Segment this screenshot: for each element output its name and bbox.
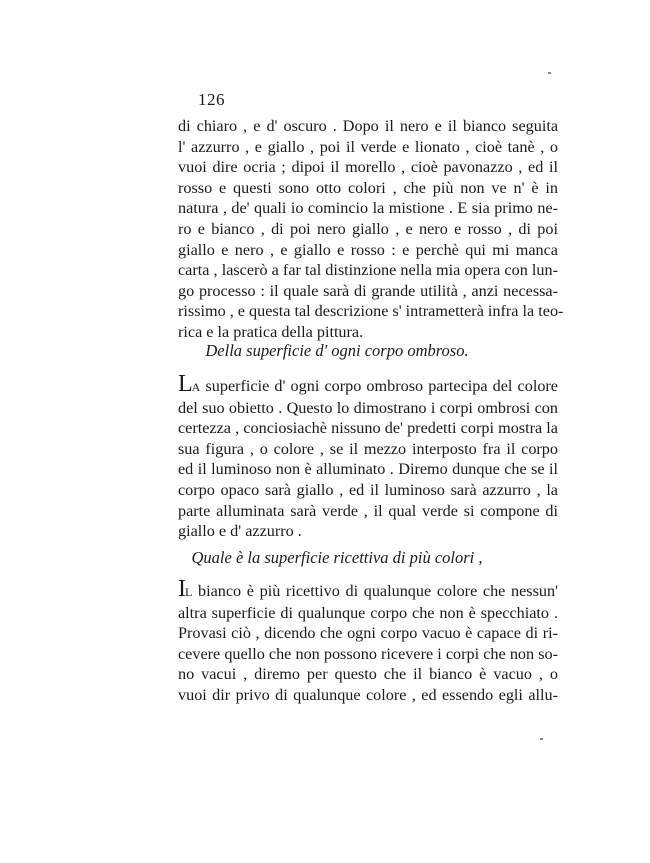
text-line: parte alluminata sarà verde , il qual verde si compone di [178, 501, 558, 520]
text-line: giallo e nero , e giallo e rosso : e perchè qui mi manca [178, 240, 558, 259]
drop-cap: I [178, 576, 186, 602]
page-number: 126 [198, 90, 225, 109]
text-line-first [178, 576, 558, 603]
section-heading-2: Quale è la superficie ricettiva di più colori , [191, 548, 483, 567]
text-line: no vacui , diremo per questo che il bianco è vacuo , o [178, 665, 558, 684]
first-line-text: superficie d' ogni corpo ombroso partecipa del colore [200, 377, 558, 395]
drop-cap: L [178, 371, 193, 397]
text-line: corpo opaco sarà giallo , ed il luminoso sarà azzurro , la [178, 480, 558, 499]
text-line: carta , lascerò a far tal distinzione nella mia opera con lun- [178, 261, 558, 280]
text-line: cevere quello che non possono ricevere i corpi che non so- [178, 644, 558, 663]
text-line: vuoi dire ocria ; dipoi il morello , cioè pavonazzo , ed il [178, 158, 558, 177]
text-line: del suo obietto . Questo lo dimostrano i corpi ombrosi con [178, 398, 558, 417]
text-line: ro e bianco , di poi nero giallo , e nero e rosso , di poi [178, 219, 558, 238]
paragraph-1 [178, 116, 564, 343]
small-cap: L [185, 585, 193, 599]
text-line: certezza , conciosiachè nissuno de' predetti corpi mostra la [178, 419, 558, 438]
first-line-text: bianco è più ricettivo di qualunque colore che nessun' [192, 582, 558, 600]
text-line: natura , de' quali io comincio la mistione . E sia primo ne- [178, 199, 558, 218]
text-line: di chiaro , e d' oscuro . Dopo il nero e il bianco seguita [178, 117, 558, 135]
section-heading-1: Della superficie d' ogni corpo ombroso. [205, 341, 469, 360]
text-line: altra superficie di qualunque corpo che non è specchiato . [178, 603, 558, 622]
text-line: sua figura , o colore , se il mezzo interposto fra il corpo [178, 439, 558, 458]
paper-speck [540, 738, 543, 740]
text-line: vuoi dir privo di qualunque colore , ed essendo egli allu- [178, 685, 558, 704]
text-line: ed il luminoso non è alluminato . Diremo dunque che se il [178, 460, 558, 479]
text-line: giallo e d' azzurro . [178, 522, 302, 541]
paragraph-2 [178, 371, 558, 542]
text-line: l' azzurro , e giallo , poi il verde e lionato , cioè tanè , o [178, 137, 558, 156]
small-cap: A [191, 380, 201, 394]
paper-speck [548, 72, 551, 74]
text-line: rica e la pratica della pittura. [178, 322, 364, 341]
text-line: rissimo , e questa tal descrizione s' intrametterà infra la teo- [178, 302, 564, 321]
text-line: rosso e questi sono otto colori , che più non ve n' è in [178, 178, 558, 197]
paragraph-3 [178, 576, 558, 706]
text-line-first [178, 371, 558, 398]
text-line: go processo : il quale sarà di grande utilità , anzi necessa- [178, 281, 558, 300]
text-line: Provasi ciò , dicendo che ogni corpo vacuo è capace di ri- [178, 624, 558, 643]
